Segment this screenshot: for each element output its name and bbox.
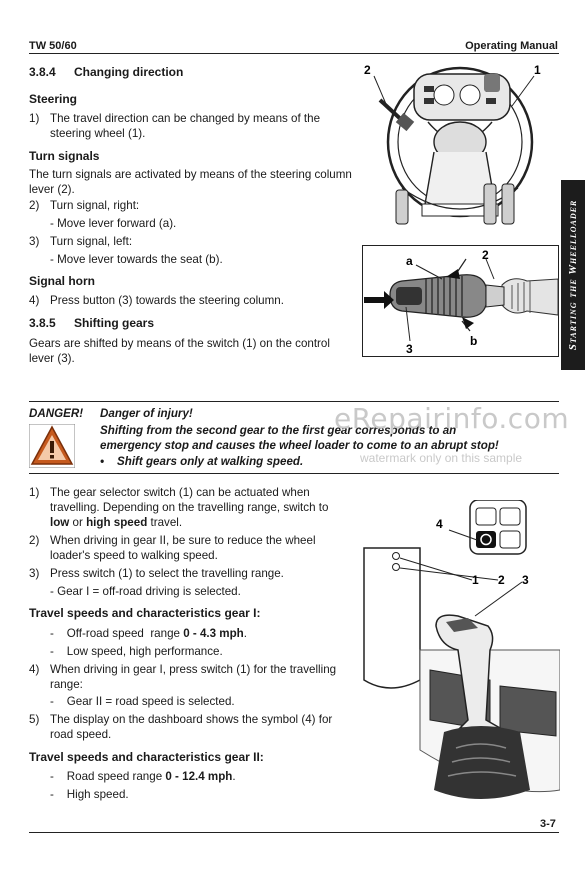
gear-item1-line3: [50, 515, 182, 530]
gear-item3-line1: Press switch (1) to select the travelling range.: [50, 567, 284, 580]
steering-text-line2: steering wheel (1).: [50, 127, 146, 140]
heading-gear2: Travel speeds and characteristics gear II:: [29, 750, 264, 764]
control-lever-figure: [360, 500, 560, 818]
gear-item1-line1: The gear selector switch (1) can be actuated when: [50, 486, 310, 499]
turn-signal-right-instruction: - Move lever forward (a).: [50, 217, 177, 230]
item-number: 1): [29, 486, 40, 499]
chapter-side-tab: [561, 180, 585, 370]
danger-bullet-text: Shift gears only at walking speed.: [117, 455, 304, 468]
period: .: [232, 770, 236, 783]
item-number: 4): [29, 663, 40, 676]
steering-lever-figure: [362, 245, 559, 357]
gear2-characteristic: - High speed.: [50, 788, 129, 801]
callout-a: a: [406, 254, 413, 268]
callout-1: 1: [534, 63, 541, 77]
gear-item4-line2: range:: [50, 678, 83, 691]
turn-signal-left-instruction: - Move lever towards the seat (b).: [50, 253, 223, 266]
gear1-speed-value: 0 - 4.3 mph: [183, 627, 244, 640]
danger-title: Danger of injury!: [100, 407, 193, 420]
heading-signal-horn: Signal horn: [29, 274, 95, 288]
gear-item2-line1: When driving in gear II, be sure to reduce the wheel: [50, 534, 316, 547]
steering-wheel-figure: [362, 60, 552, 232]
footer-rule: [29, 832, 559, 833]
danger-label: DANGER!: [29, 407, 84, 420]
gear-item5-line2: road speed.: [50, 728, 112, 741]
section-number-384: 3.8.4: [29, 65, 56, 79]
turn-signals-intro-line2: lever (2).: [29, 183, 75, 196]
gear1-speed-range: [50, 626, 247, 641]
callout-3: 3: [522, 573, 529, 587]
warning-triangle-icon: [29, 424, 75, 468]
callout-2: 2: [482, 248, 489, 262]
page-number: 3-7: [540, 818, 556, 830]
header-model: TW 50/60: [29, 40, 77, 52]
watermark-text: eRepairinfo.com: [334, 402, 570, 435]
item-number: 5): [29, 713, 40, 726]
gear1-characteristic: - Low speed, high performance.: [50, 645, 223, 658]
item-number: 2): [29, 534, 40, 547]
signal-horn-text: Press button (3) towards the steering column.: [50, 294, 284, 307]
gear-item1-line2: travelling. Depending on the travelling range, switch to: [50, 501, 329, 514]
danger-line2: emergency stop and causes the wheel loader to come to an abrupt stop!: [100, 439, 499, 452]
period: .: [243, 627, 247, 640]
watermark-subtext: watermark only on this sample: [360, 451, 523, 465]
callout-b: b: [470, 334, 478, 348]
callout-2: 2: [498, 573, 505, 587]
item-number: 1): [29, 112, 40, 125]
gear-item4-line1: When driving in gear I, press switch (1) for the travelling: [50, 663, 337, 676]
section-title-shifting-gears: Shifting gears: [74, 316, 155, 330]
turn-signal-right: Turn signal, right:: [50, 199, 140, 212]
header-manual-title: Operating Manual: [465, 40, 558, 52]
danger-bottom-rule: [29, 473, 559, 474]
heading-steering: Steering: [29, 92, 78, 106]
gear-item2-line2: loader's speed to walking speed.: [50, 549, 218, 562]
shifting-gears-text-line1: Gears are shifted by means of the switch (1) on the control: [29, 337, 330, 350]
low-label: low: [50, 516, 70, 529]
gear2-speed-value: 0 - 12.4 mph: [165, 770, 233, 783]
item-number: 4): [29, 294, 40, 307]
steering-text-line1: The travel direction can be changed by means of the: [50, 112, 321, 125]
gear-item3-sub: - Gear I = off-road driving is selected.: [50, 585, 241, 598]
gear-item5-line1: The display on the dashboard shows the symbol (4) for: [50, 713, 333, 726]
gear2-speed-range: [50, 769, 236, 784]
gear-item4-sub: - Gear II = road speed is selected.: [50, 695, 235, 708]
shifting-gears-text-line2: lever (3).: [29, 352, 75, 365]
section-title-changing-direction: Changing direction: [74, 65, 184, 79]
high-speed-label: high speed: [86, 516, 148, 529]
or-text: or: [69, 516, 87, 529]
gear2-speed-label: - Road speed range: [50, 770, 166, 783]
callout-2: 2: [364, 63, 371, 77]
danger-bullet-dot: •: [100, 455, 105, 468]
danger-line1: Shifting from the second gear to the first gear corresponds to an: [100, 424, 457, 437]
callout-1: 1: [472, 573, 479, 587]
turn-signal-left: Turn signal, left:: [50, 235, 133, 248]
item-number: 2): [29, 199, 40, 212]
heading-turn-signals: Turn signals: [29, 149, 100, 163]
callout-4: 4: [436, 517, 443, 531]
item-number: 3): [29, 567, 40, 580]
turn-signals-intro-line1: The turn signals are activated by means of the steering column: [29, 168, 352, 181]
callout-3: 3: [406, 342, 413, 356]
heading-gear1: Travel speeds and characteristics gear I:: [29, 606, 261, 620]
section-number-385: 3.8.5: [29, 316, 56, 330]
travel-text: travel.: [147, 516, 183, 529]
header-rule: [29, 53, 559, 54]
item-number: 3): [29, 235, 40, 248]
chapter-side-tab-label: Starting the Wheelloader: [567, 199, 579, 351]
gear1-speed-label: - Off-road speed range: [50, 627, 184, 640]
